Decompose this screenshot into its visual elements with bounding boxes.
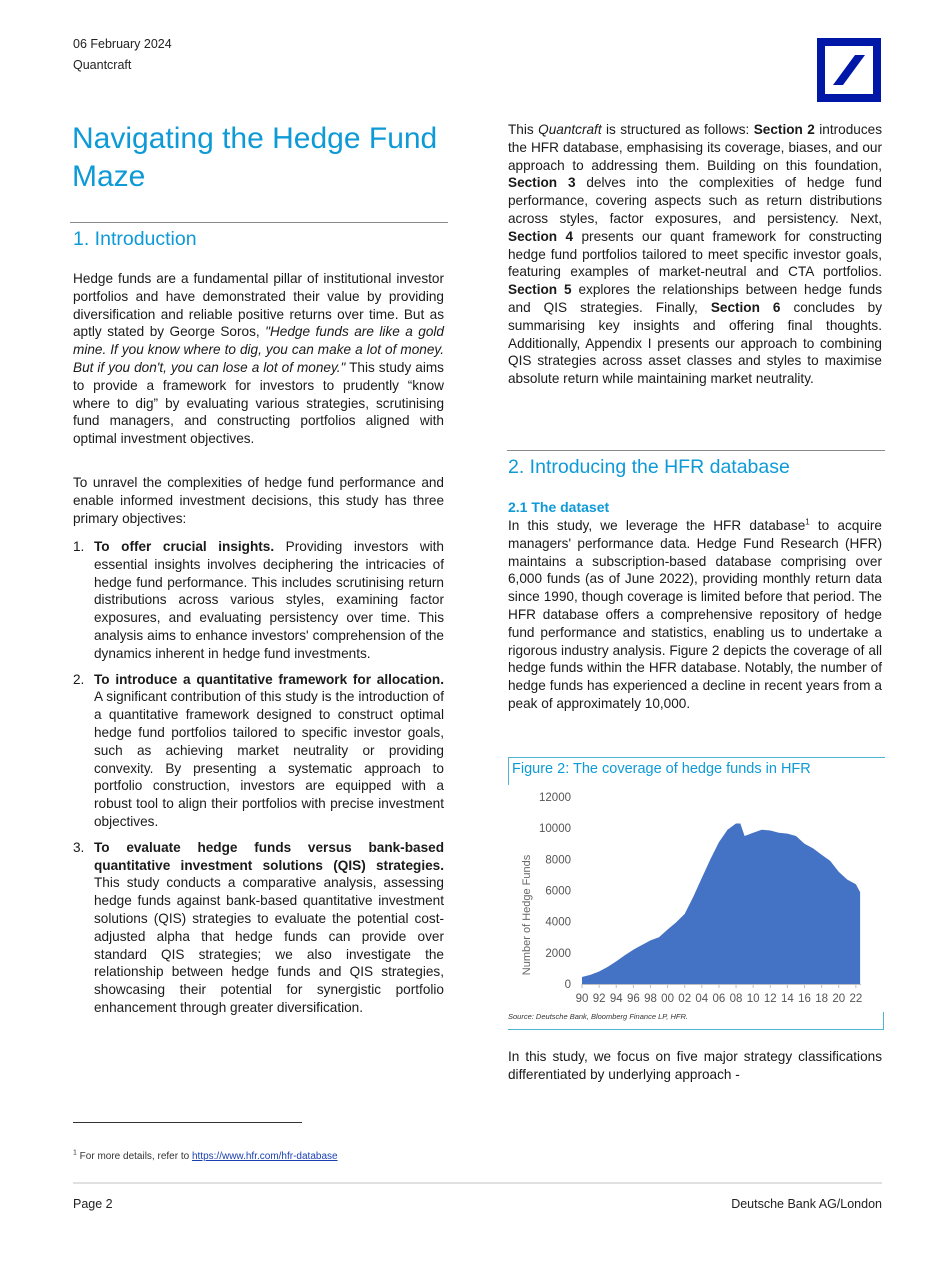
document-title: Navigating the Hedge Fund Maze: [72, 122, 438, 193]
x-tick-label: 20: [832, 993, 846, 1005]
section-1-heading: 1. Introduction: [73, 228, 197, 250]
objectives-list: [73, 538, 444, 1025]
structure-paragraph: [508, 121, 882, 388]
y-tick-label: 6000: [545, 885, 571, 898]
x-axis-ticks: [576, 984, 863, 1005]
objectives-intro: To unravel the complexities of hedge fund performance and enable informed investment decisions, this study has three primary objectives:: [73, 475, 444, 526]
closing-paragraph: In this study, we focus on five major strategy classifications differentiated by underlying approach -: [508, 1049, 882, 1082]
intro-paragraph: [73, 270, 444, 448]
text: concludes by summarising key insights and offering final thoughts. Additionally, Appendix I presents our approach to combining QIS strategies across asset classes and styles to maximise absolute return while maintaining market neutrality.: [508, 299, 883, 387]
footnote-number: 1: [73, 1149, 77, 1157]
y-tick-label: 12000: [539, 792, 571, 804]
figure-border: [508, 1029, 884, 1030]
objective-text: A significant contribution of this study is the introduction of a quantitative framework designed to construct optimal hedge fund portfolios tailored to specific investor goals, such as achieving market neutrality or providing convexity. By presenting a systematic approach to portfolio construction, investors are equipped with a robust tool to align their portfolios with precise investment objectives.: [94, 689, 444, 829]
x-tick-label: 02: [678, 993, 692, 1005]
hfr-database-link[interactable]: https://www.hfr.com/hfr-database: [191, 1151, 338, 1162]
dataset-paragraph: [508, 517, 882, 713]
figure-border: [883, 1012, 884, 1030]
report-date: 06 February 2024: [73, 37, 172, 51]
text: to acquire managers' performance data. Hedge Fund Research (HFR) maintains a subscription-based database comprising over 6,000 funds (as of June 2022), providing monthly return data since 1990, though coverage is limited before that period. The HFR database offers a comprehensive repository of hedge fund performance and statistics, enabling us to undertake a rigorous industry analysis. Figure 2 depicts the coverage of all hedge funds within the HFR database. Notably, the number of hedge funds has experienced a decline in recent years from a peak of approximately 10,000.: [508, 518, 882, 711]
hedge-fund-coverage-chart: [510, 787, 870, 1012]
text: explores the relationships between hedge funds and QIS strategies. Finally,: [508, 282, 882, 315]
text: delves into the complexities of hedge fund performance, covering aspects such as return distributions across styles, factor exposures, and persistency. Next,: [508, 175, 882, 226]
deutsche-bank-logo-icon: [817, 38, 881, 102]
x-tick-label: 94: [609, 993, 623, 1005]
area-series: [582, 824, 860, 985]
section-2-heading: 2. Introducing the HFR database: [508, 456, 790, 478]
x-tick-label: 90: [575, 993, 589, 1005]
subsection-heading: 2.1 The dataset: [508, 499, 610, 515]
y-axis-labels: [539, 792, 571, 991]
objective-title: To evaluate hedge funds versus bank-based quantitative investment solutions (QIS) strategies.: [94, 839, 444, 873]
list-number: 2.: [73, 671, 85, 687]
page-number: Page 2: [73, 1197, 113, 1211]
list-number: 1.: [73, 539, 85, 554]
x-tick-label: 22: [849, 993, 863, 1005]
section-divider: [70, 222, 448, 223]
figure-border: [508, 757, 509, 785]
footnote: [73, 1151, 338, 1162]
objective-text: Providing investors with essential insights involves deciphering the intricacies of hedge fund performance. This includes scrutinising return distributions across various styles, examining factor exposures, and evaluating persistency over time. This analysis aims to enhance investors' comprehension of the dynamics inherent in hedge fund investments.: [94, 539, 444, 661]
footnote-text: For more details, refer to: [76, 1151, 192, 1162]
x-tick-label: 92: [592, 993, 606, 1005]
x-tick-label: 00: [661, 993, 674, 1005]
intro-text-continued: This study aims to provide a framework for investors to prudently “know where to dig” by evaluating various strategies, scrutinising fund managers, and constructing portfolios aligned with optimal investment objectives.: [73, 359, 444, 447]
y-tick-label: 10000: [539, 823, 571, 836]
figure-source: Source: Deutsche Bank, Bloomberg Finance LP, HFR.: [508, 1012, 688, 1021]
text: In this study, we leverage the HFR database: [508, 518, 806, 533]
soros-quote: "Hedge funds are like a gold mine. If you know where to dig, you can make a lot of money. But if you don't, you can lose a lot of money.": [73, 324, 444, 375]
x-tick-label: 16: [798, 993, 811, 1005]
footer-divider: [73, 1182, 882, 1184]
figure-border: [508, 757, 885, 758]
objective-text: This study conducts a comparative analysis, assessing hedge funds against bank-based quantitative investment solutions (QIS) strategies to evaluate the potential cost-adjusted alpha that hedge funds can provide over standard QIS strategies; we also investigate the relationship between hedge funds and QIS strategies, showcasing their potential for synergistic portfolio enhancement through greater diversification.: [94, 875, 444, 1015]
x-tick-label: 12: [763, 993, 777, 1005]
x-tick-label: 96: [626, 993, 640, 1005]
y-axis-title: Number of Hedge Funds: [521, 854, 533, 976]
objective-title: To offer crucial insights.: [94, 539, 275, 554]
x-tick-label: 04: [695, 993, 709, 1005]
figure-title: Figure 2: The coverage of hedge funds in HFR: [512, 761, 811, 777]
publisher: Deutsche Bank AG/London: [731, 1197, 882, 1211]
series-name: Quantcraft: [538, 122, 602, 137]
section-ref: Section 6: [710, 299, 781, 315]
section-ref: Section 2: [753, 122, 815, 137]
text: This: [508, 122, 539, 137]
section-ref: Section 5: [508, 282, 572, 298]
list-number: 3.: [73, 839, 85, 855]
text: introduces the HFR database, emphasising its coverage, biases, and our approach to addressing them. Building on this foundation,: [508, 122, 883, 173]
section-ref: Section 3: [508, 175, 576, 191]
footnote-separator: [73, 1122, 302, 1123]
footnote-marker[interactable]: 1: [805, 517, 810, 527]
y-tick-label: 2000: [545, 947, 571, 960]
objective-item: [73, 538, 444, 663]
x-tick-label: 08: [729, 993, 743, 1005]
report-series: Quantcraft: [73, 58, 132, 72]
x-tick-label: 14: [781, 993, 794, 1005]
y-tick-label: 4000: [545, 916, 571, 929]
text: is structured as follows:: [601, 122, 754, 137]
intro-text: Hedge funds are a fundamental pillar of institutional investor portfolios and have demonstrated their value by providing diversification and reliable positive returns over time. But as aptly stated by George Soros,: [73, 271, 444, 340]
text: presents our quant framework for constructing hedge fund portfolios tailored to meet specific investor goals, featuring examples of market-neutral and CTA portfolios.: [508, 228, 882, 280]
objective-title: To introduce a quantitative framework for allocation.: [94, 671, 444, 687]
objective-item: [73, 839, 444, 1017]
objective-item: [73, 671, 444, 831]
x-tick-label: 10: [746, 993, 760, 1005]
x-tick-label: 06: [712, 993, 726, 1005]
x-tick-label: 98: [644, 993, 657, 1005]
section-divider: [507, 450, 885, 451]
y-tick-label: 0: [564, 979, 571, 991]
y-tick-label: 8000: [545, 854, 571, 867]
x-tick-label: 18: [815, 993, 829, 1005]
section-ref: Section 4: [508, 228, 574, 244]
